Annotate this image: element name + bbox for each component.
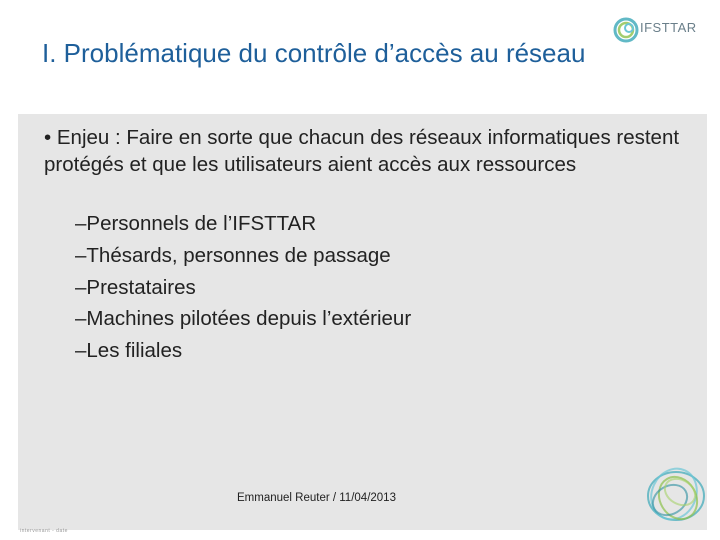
logo-text: IFSTTAR	[640, 20, 697, 35]
swirl-emblem-icon	[640, 460, 712, 530]
footer-tiny-text: intervenant - date	[20, 528, 68, 534]
main-bullet: • Enjeu : Faire en sorte que chacun des réseaux informatiques restent protégés et que les utilisateurs aient accès aux ressources	[44, 126, 680, 176]
slide-title: I. Problématique du contrôle d’accès au réseau	[42, 38, 586, 68]
sub-bullet-item: –Personnels de l’IFSTTAR	[75, 212, 317, 235]
sub-bullet-list	[75, 208, 411, 367]
sub-bullet-item: –Prestataires	[75, 275, 196, 299]
sub-bullet-item: –Thésards, personnes de passage	[75, 243, 391, 267]
footer-author-date: Emmanuel Reuter / 11/04/2013	[237, 492, 396, 504]
sub-bullet-item: –Machines pilotées depuis l’extérieur	[75, 307, 412, 331]
sub-bullet-item: –Les filiales	[75, 339, 183, 363]
